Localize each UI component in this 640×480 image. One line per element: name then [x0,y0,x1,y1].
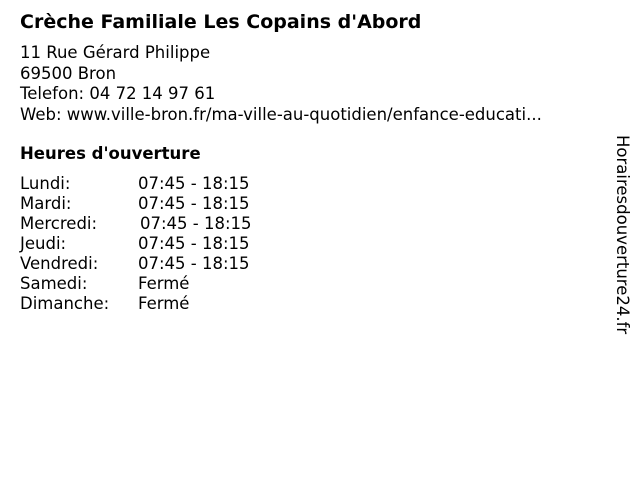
time-value: 07:45 - 18:15 [140,214,252,233]
day-label: Lundi: [20,174,71,193]
address-block [20,43,542,125]
hours-heading: Heures d'ouverture [20,144,201,163]
phone-line: Telefon: 04 72 14 97 61 [20,84,216,103]
web-line: Web: www.ville-bron.fr/ma-ville-au-quotidien/enfance-educati... [20,104,542,124]
postal-city: 69500 Bron [20,63,117,83]
time-value: 07:45 - 18:15 [138,174,250,193]
day-label: Dimanche: [20,294,110,313]
day-label: Mardi: [20,194,72,213]
time-value: Fermé [138,274,190,293]
site-brand-vertical: Horairesdouverture24.fr [613,135,632,335]
time-value: 07:45 - 18:15 [138,194,250,213]
business-name: Crèche Familiale Les Copains d'Abord [20,11,422,33]
day-label: Vendredi: [20,254,99,273]
day-label: Mercredi: [20,214,98,233]
time-value: 07:45 - 18:15 [138,254,250,273]
street-address: 11 Rue Gérard Philippe [20,43,211,62]
time-value: Fermé [138,294,190,313]
day-label: Samedi: [20,274,88,293]
day-label: Jeudi: [20,234,67,253]
time-value: 07:45 - 18:15 [138,234,250,253]
